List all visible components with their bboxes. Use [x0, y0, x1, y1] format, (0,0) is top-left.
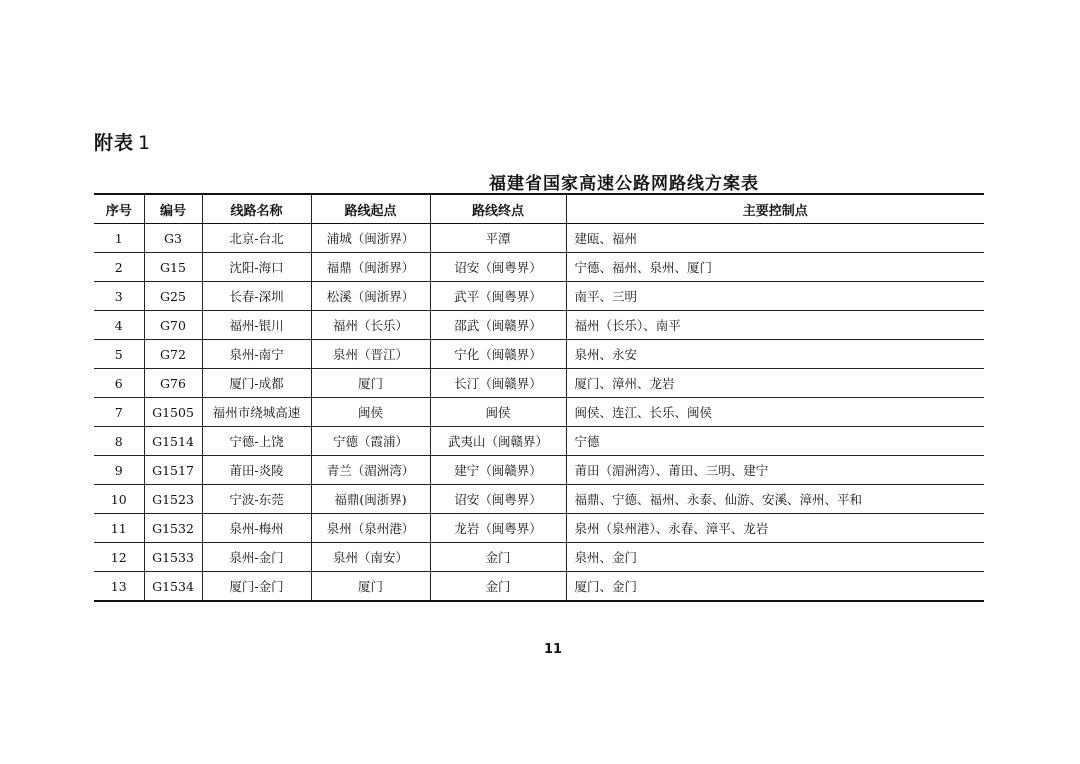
header-control-points: 主要控制点 — [566, 194, 984, 224]
cell-start: 福鼎(闽浙界) — [311, 485, 430, 514]
cell-end: 武夷山（闽赣界） — [430, 427, 566, 456]
cell-control-points: 建瓯、福州 — [566, 224, 984, 253]
table-title: 福建省国家高速公路网路线方案表 — [489, 174, 759, 194]
cell-code: G1514 — [144, 427, 202, 456]
cell-code: G25 — [144, 282, 202, 311]
cell-route-name: 泉州-金门 — [202, 543, 311, 572]
cell-control-points: 宁德、福州、泉州、厦门 — [566, 253, 984, 282]
table-header-row — [94, 194, 984, 224]
cell-code: G1534 — [144, 572, 202, 602]
cell-start: 厦门 — [311, 572, 430, 602]
header-end: 路线终点 — [430, 194, 566, 224]
cell-control-points: 泉州（泉州港）、永春、漳平、龙岩 — [566, 514, 984, 543]
cell-control-points: 福州（长乐）、南平 — [566, 311, 984, 340]
cell-index: 10 — [94, 485, 144, 514]
cell-index: 8 — [94, 427, 144, 456]
cell-end: 诏安（闽粤界） — [430, 253, 566, 282]
cell-start: 浦城（闽浙界） — [311, 224, 430, 253]
cell-start: 青兰（湄洲湾） — [311, 456, 430, 485]
cell-route-name: 福州-银川 — [202, 311, 311, 340]
cell-code: G1517 — [144, 456, 202, 485]
cell-route-name: 北京-台北 — [202, 224, 311, 253]
cell-code: G3 — [144, 224, 202, 253]
cell-code: G1505 — [144, 398, 202, 427]
cell-code: G72 — [144, 340, 202, 369]
cell-end: 诏安（闽粤界） — [430, 485, 566, 514]
table-row — [94, 514, 984, 543]
cell-control-points: 厦门、漳州、龙岩 — [566, 369, 984, 398]
cell-start: 闽侯 — [311, 398, 430, 427]
cell-index: 1 — [94, 224, 144, 253]
cell-code: G1523 — [144, 485, 202, 514]
cell-end: 建宁（闽赣界） — [430, 456, 566, 485]
cell-start: 松溪（闽浙界） — [311, 282, 430, 311]
cell-control-points: 泉州、永安 — [566, 340, 984, 369]
cell-code: G1532 — [144, 514, 202, 543]
cell-start: 福州（长乐） — [311, 311, 430, 340]
table-row — [94, 253, 984, 282]
appendix-number: 1 — [138, 132, 152, 154]
table-row — [94, 311, 984, 340]
cell-code: G76 — [144, 369, 202, 398]
table-body — [94, 224, 984, 602]
cell-index: 12 — [94, 543, 144, 572]
cell-route-name: 长春-深圳 — [202, 282, 311, 311]
cell-start: 厦门 — [311, 369, 430, 398]
cell-route-name: 宁波-东莞 — [202, 485, 311, 514]
cell-route-name: 沈阳-海口 — [202, 253, 311, 282]
table-row — [94, 224, 984, 253]
cell-control-points: 莆田（湄洲湾）、莆田、三明、建宁 — [566, 456, 984, 485]
table-row — [94, 543, 984, 572]
cell-control-points: 泉州、金门 — [566, 543, 984, 572]
cell-end: 长汀（闽赣界） — [430, 369, 566, 398]
cell-index: 7 — [94, 398, 144, 427]
table-row — [94, 282, 984, 311]
cell-route-name: 厦门-金门 — [202, 572, 311, 602]
cell-code: G70 — [144, 311, 202, 340]
cell-route-name: 莆田-炎陵 — [202, 456, 311, 485]
cell-index: 11 — [94, 514, 144, 543]
cell-index: 6 — [94, 369, 144, 398]
table-row — [94, 398, 984, 427]
header-route-name: 线路名称 — [202, 194, 311, 224]
route-table — [94, 193, 984, 602]
cell-route-name: 厦门-成都 — [202, 369, 311, 398]
table-row — [94, 572, 984, 602]
cell-start: 宁德（霞浦） — [311, 427, 430, 456]
cell-end: 平潭 — [430, 224, 566, 253]
cell-start: 泉州（晋江） — [311, 340, 430, 369]
cell-route-name: 泉州-梅州 — [202, 514, 311, 543]
table-row — [94, 369, 984, 398]
cell-start: 泉州（南安） — [311, 543, 430, 572]
cell-end: 宁化（闽赣界） — [430, 340, 566, 369]
table-row — [94, 456, 984, 485]
table-row — [94, 485, 984, 514]
cell-index: 9 — [94, 456, 144, 485]
cell-route-name: 泉州-南宁 — [202, 340, 311, 369]
cell-code: G15 — [144, 253, 202, 282]
header-start: 路线起点 — [311, 194, 430, 224]
cell-index: 13 — [94, 572, 144, 602]
page-number: 11 — [543, 642, 563, 657]
cell-index: 3 — [94, 282, 144, 311]
cell-code: G1533 — [144, 543, 202, 572]
cell-index: 2 — [94, 253, 144, 282]
cell-end: 邵武（闽赣界） — [430, 311, 566, 340]
cell-end: 金门 — [430, 543, 566, 572]
cell-route-name: 福州市绕城高速 — [202, 398, 311, 427]
cell-end: 武平（闽粤界） — [430, 282, 566, 311]
cell-start: 泉州（泉州港） — [311, 514, 430, 543]
cell-control-points: 厦门、金门 — [566, 572, 984, 602]
cell-route-name: 宁德-上饶 — [202, 427, 311, 456]
cell-index: 5 — [94, 340, 144, 369]
table-row — [94, 427, 984, 456]
cell-end: 闽侯 — [430, 398, 566, 427]
cell-start: 福鼎（闽浙界） — [311, 253, 430, 282]
appendix-label — [94, 128, 151, 155]
appendix-label-text: 附表 — [94, 132, 135, 154]
header-code: 编号 — [144, 194, 202, 224]
cell-index: 4 — [94, 311, 144, 340]
cell-control-points: 南平、三明 — [566, 282, 984, 311]
cell-end: 金门 — [430, 572, 566, 602]
cell-control-points: 闽侯、连江、长乐、闽侯 — [566, 398, 984, 427]
cell-control-points: 宁德 — [566, 427, 984, 456]
cell-control-points: 福鼎、宁德、福州、永泰、仙游、安溪、漳州、平和 — [566, 485, 984, 514]
table-row — [94, 340, 984, 369]
header-index: 序号 — [94, 194, 144, 224]
cell-end: 龙岩（闽粤界） — [430, 514, 566, 543]
